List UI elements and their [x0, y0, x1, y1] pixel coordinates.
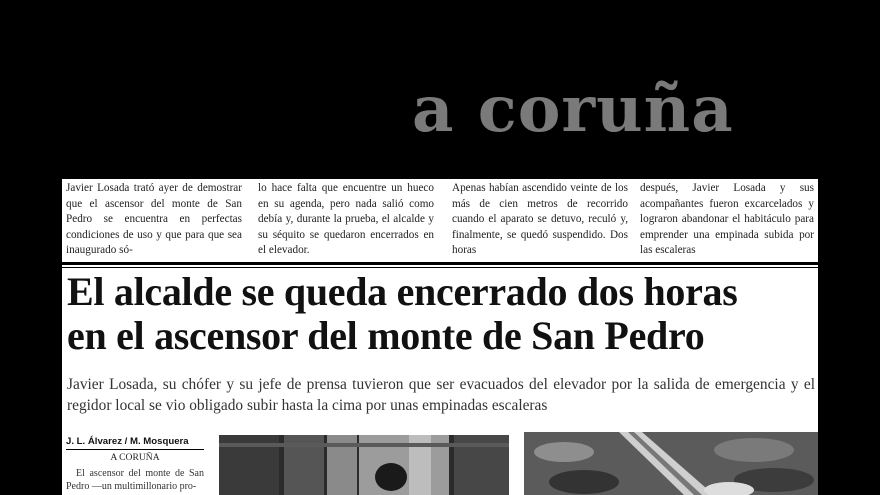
section-header: a coruña	[412, 72, 734, 147]
newspaper-page	[62, 178, 818, 495]
dateline: A CORUÑA	[110, 452, 160, 463]
headline-line-2: en el ascensor del monte de San Pedro	[67, 313, 705, 358]
deck-subheadline: Javier Losada, su chófer y su jefe de prensa tuvieron que ser evacuados del elevador por la salida de emergencia y el regidor local se vio obligado subir hasta la cima por unas empinadas escaleras	[67, 376, 815, 414]
teaser-block	[62, 178, 818, 262]
teaser-column-3: Apenas habían ascendido veinte de los más de cien metros de recorrido cuando el aparato se detuvo, reculó y, finalmente, se quedó suspendido. Dos horas	[452, 182, 628, 257]
divider-rule-thin	[62, 267, 818, 268]
teaser-column-4: después, Javier Losada y sus acompañantes fueron excarcelados y lograron abandonar el habitáculo para emprender una empinada subida por las escaleras	[640, 182, 814, 257]
headline	[67, 270, 817, 358]
photo-funicular-track	[524, 432, 818, 495]
teaser-column-1: Javier Losada trató ayer de demostrar que el ascensor del monte de San Pedro se encuentra en perfectas condiciones de uso y que para que sea inaugurado só-	[66, 182, 242, 257]
headline-line-1: El alcalde se queda encerrado dos horas	[67, 269, 738, 314]
photo-elevator-interior	[219, 435, 509, 495]
top-rule	[62, 178, 818, 179]
teaser-column-2: lo hace falta que encuentre un hueco en su agenda, pero nada salió como debía y, durante la prueba, el alcalde y su séquito se quedaron encerrados en el elevador.	[258, 182, 434, 257]
byline: J. L. Álvarez / M. Mosquera	[66, 436, 204, 450]
divider-rule	[62, 262, 818, 265]
photo-funicular-track-image	[524, 432, 818, 495]
article-body: El ascensor del monte de San Pedro —un multimillonario pro-	[66, 468, 204, 492]
photo-elevator-interior-image	[219, 435, 509, 495]
